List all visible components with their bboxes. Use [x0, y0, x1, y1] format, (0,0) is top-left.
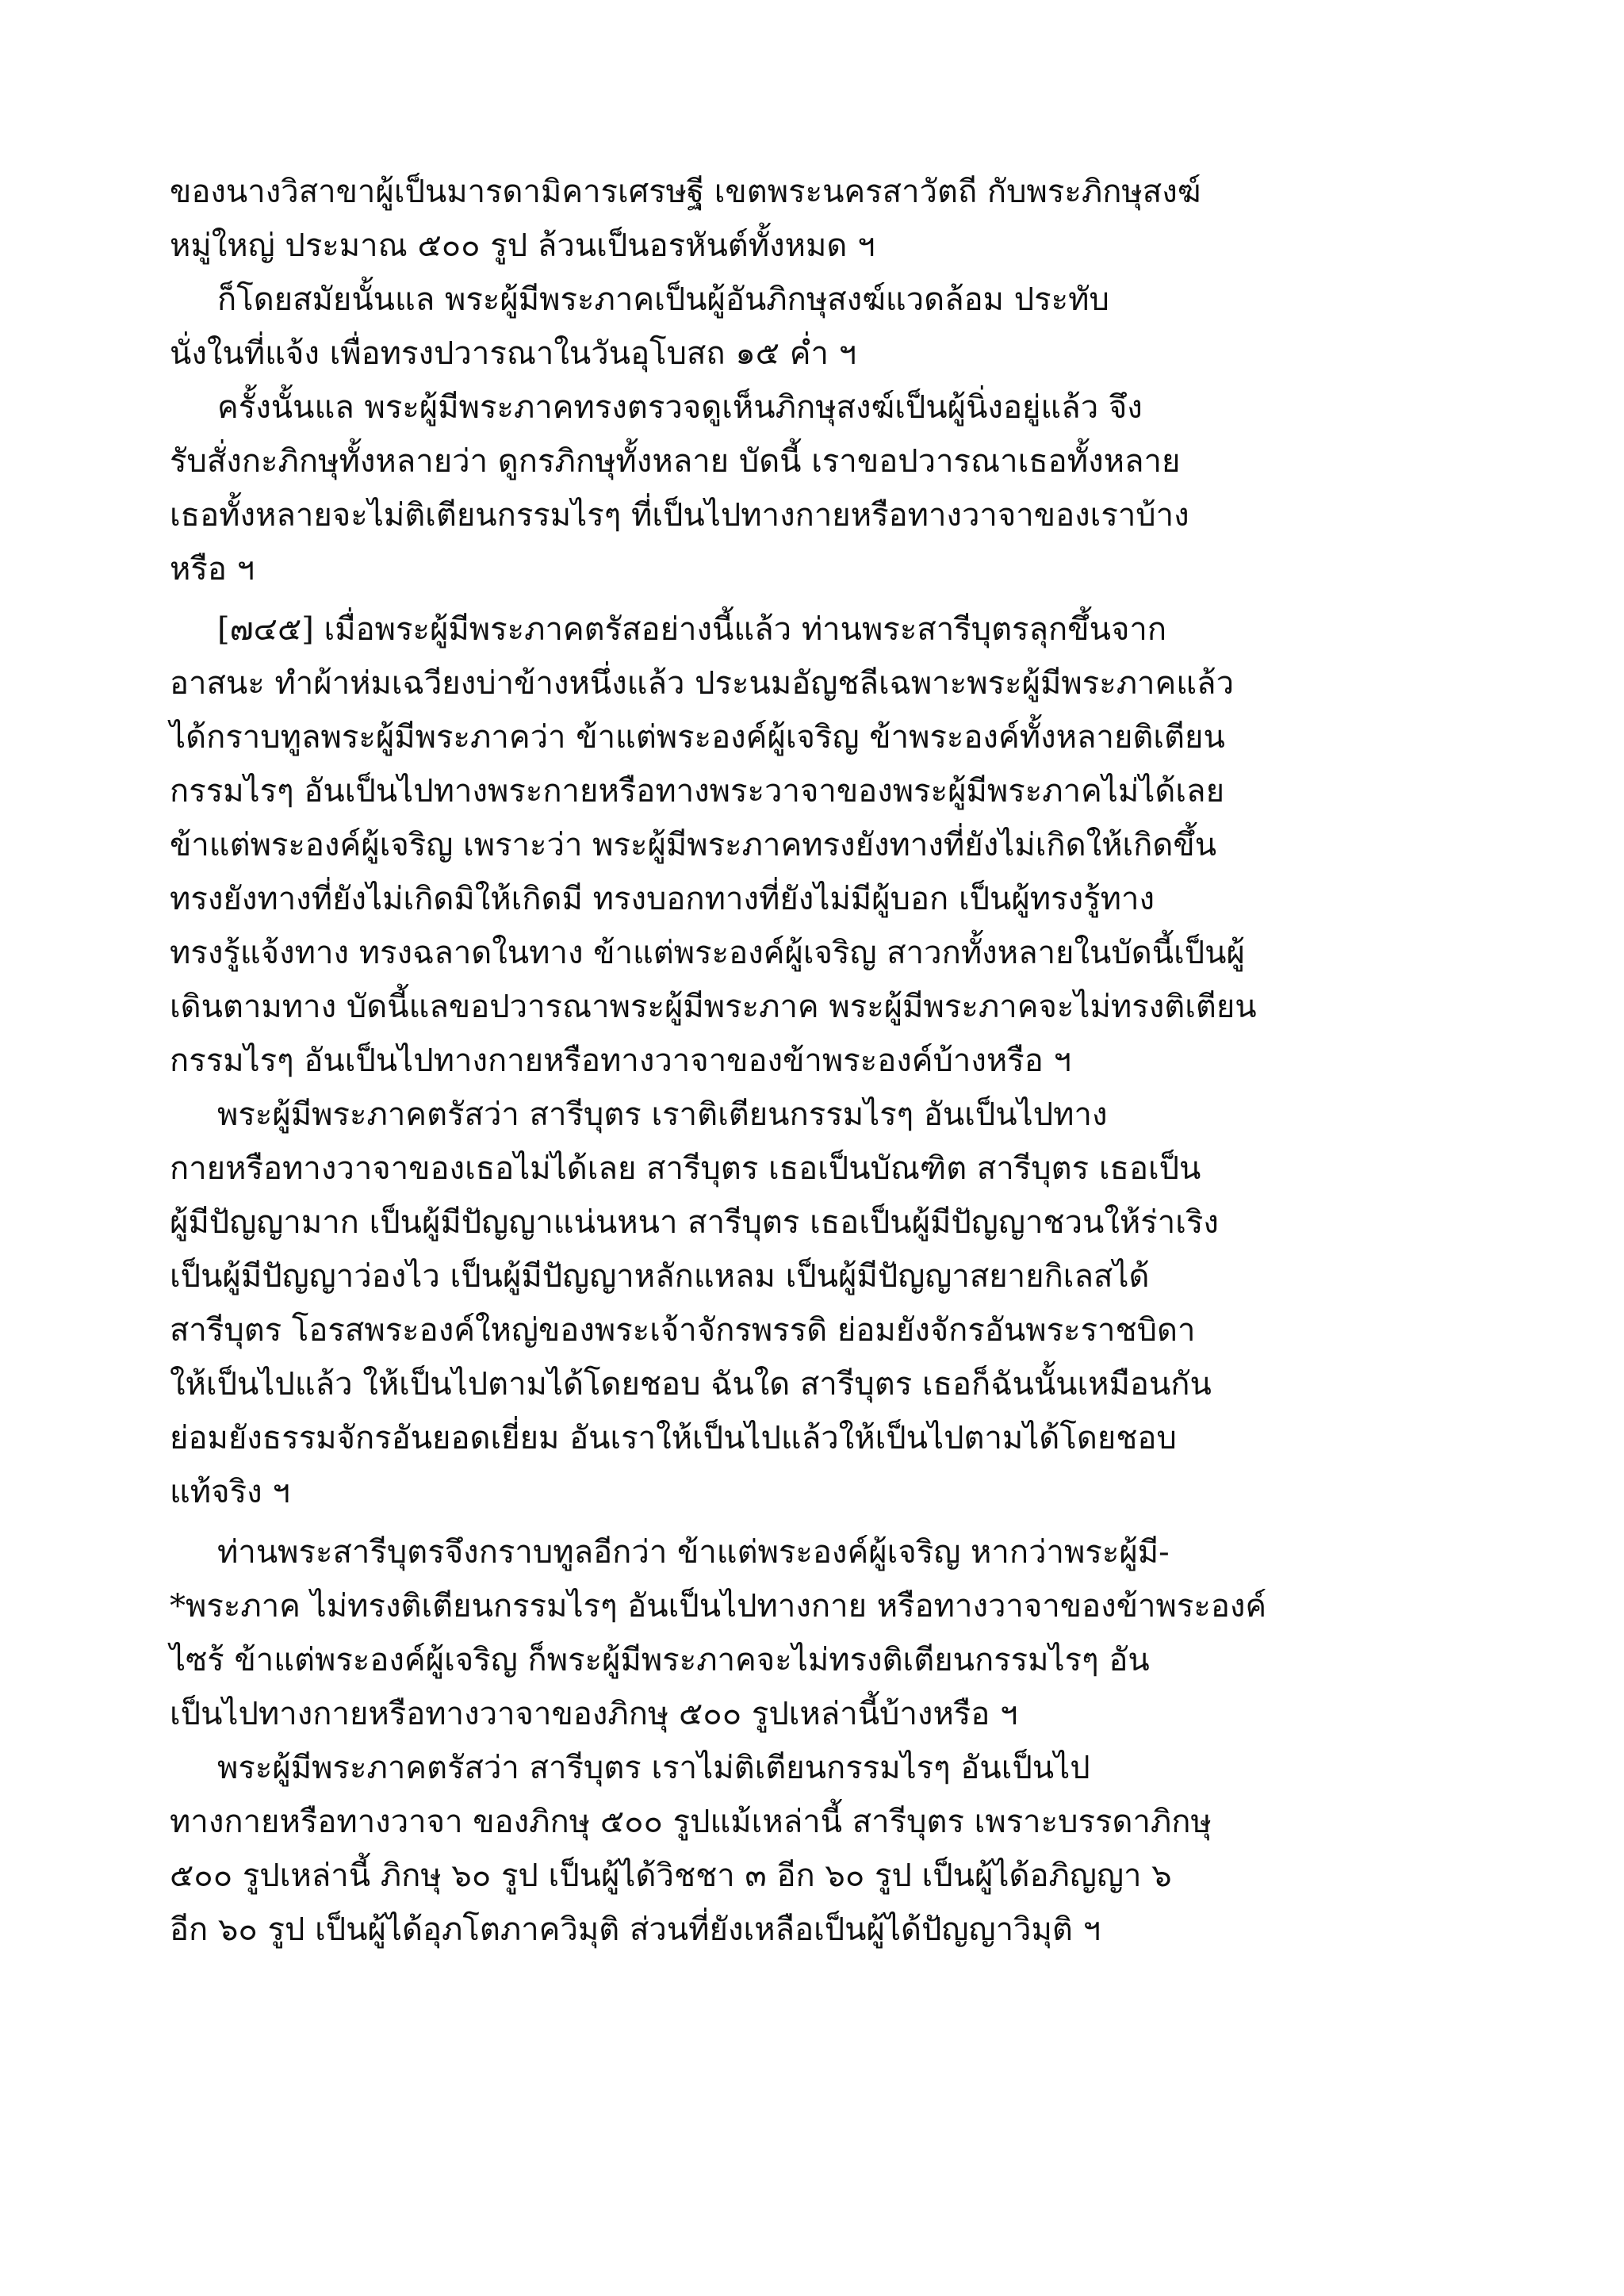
text-line: ย่อมยังธรรมจักรอันยอดเยี่ยม อันเราให้เป็นไปแล้วให้เป็นไปตามได้โดยชอบ — [170, 1420, 1177, 1456]
text-line: พระผู้มีพระภาคตรัสว่า สารีบุตร เราติเตียนกรรมไรๆ อันเป็นไปทาง — [217, 1096, 1108, 1133]
text-line: ทรงยังทางที่ยังไม่เกิดมิให้เกิดมี ทรงบอกทางที่ยังไม่มีผู้บอก เป็นผู้ทรงรู้ทาง — [170, 881, 1155, 917]
text-line: เป็นไปทางกายหรือทางวาจาของภิกษุ ๕๐๐ รูปเหล่านี้บ้างหรือ ฯ — [170, 1696, 1018, 1732]
text-line: เดินตามทาง บัดนี้แลขอปวารณาพระผู้มีพระภาค พระผู้มีพระภาคจะไม่ทรงติเตียน — [170, 989, 1257, 1025]
text-line: รับสั่งกะภิกษุทั้งหลายว่า ดูกรภิกษุทั้งหลาย บัดนี้ เราขอปวารณาเธอทั้งหลาย — [170, 443, 1181, 480]
text-line: อีก ๖๐ รูป เป็นผู้ได้อุภโตภาควิมุติ ส่วนที่ยังเหลือเป็นผู้ได้ปัญญาวิมุติ ฯ — [170, 1911, 1101, 1948]
text-line: ผู้มีปัญญามาก เป็นผู้มีปัญญาแน่นหนา สารีบุตร เธอเป็นผู้มีปัญญาชวนให้ร่าเริง — [170, 1204, 1219, 1241]
text-line: ไซร้ ข้าแต่พระองค์ผู้เจริญ ก็พระผู้มีพระภาคจะไม่ทรงติเตียนกรรมไรๆ อัน — [170, 1642, 1150, 1678]
text-line: ครั้งนั้นแล พระผู้มีพระภาคทรงตรวจดูเห็นภิกษุสงฆ์เป็นผู้นิ่งอยู่แล้ว จึง — [217, 389, 1143, 426]
text-line: ก็โดยสมัยนั้นแล พระผู้มีพระภาคเป็นผู้อันภิกษุสงฆ์แวดล้อม ประทับ — [217, 281, 1109, 318]
text-line: ข้าแต่พระองค์ผู้เจริญ เพราะว่า พระผู้มีพระภาคทรงยังทางที่ยังไม่เกิดให้เกิดขึ้น — [170, 827, 1217, 863]
text-line: อาสนะ ทำผ้าห่มเฉวียงบ่าข้างหนึ่งแล้ว ประนมอัญชลีเฉพาะพระผู้มีพระภาคแล้ว — [170, 665, 1235, 702]
text-line: นั่งในที่แจ้ง เพื่อทรงปวารณาในวันอุโบสถ ๑๕ ค่ำ ฯ — [170, 335, 857, 372]
text-line: ของนางวิสาขาผู้เป็นมารดามิคารเศรษฐี เขตพระนครสาวัตถี กับพระภิกษุสงฆ์ — [170, 174, 1201, 210]
text-line: ทางกายหรือทางวาจา ของภิกษุ ๕๐๐ รูปแม้เหล่านี้ สารีบุตร เพราะบรรดาภิกษุ — [170, 1804, 1212, 1840]
text-line: กรรมไรๆ อันเป็นไปทางกายหรือทางวาจาของข้าพระองค์บ้างหรือ ฯ — [170, 1043, 1071, 1079]
text-line: กรรมไรๆ อันเป็นไปทางพระกายหรือทางพระวาจาของพระผู้มีพระภาคไม่ได้เลย — [170, 773, 1224, 809]
text-line: ได้กราบทูลพระผู้มีพระภาคว่า ข้าแต่พระองค์ผู้เจริญ ข้าพระองค์ทั้งหลายติเตียน — [170, 719, 1225, 756]
text-line: ๕๐๐ รูปเหล่านี้ ภิกษุ ๖๐ รูป เป็นผู้ได้วิชชา ๓ อีก ๖๐ รูป เป็นผู้ได้อภิญญา ๖ — [170, 1858, 1172, 1894]
body-text — [170, 165, 1454, 1957]
text-line: เธอทั้งหลายจะไม่ติเตียนกรรมไรๆ ที่เป็นไปทางกายหรือทางวาจาของเราบ้าง — [170, 497, 1189, 534]
text-line: สารีบุตร โอรสพระองค์ใหญ่ของพระเจ้าจักรพรรดิ ย่อมยังจักรอันพระราชบิดา — [170, 1312, 1196, 1349]
text-line: กายหรือทางวาจาของเธอไม่ได้เลย สารีบุตร เธอเป็นบัณฑิต สารีบุตร เธอเป็น — [170, 1150, 1201, 1187]
text-line: *พระภาค ไม่ทรงติเตียนกรรมไรๆ อันเป็นไปทางกาย หรือทางวาจาของข้าพระองค์ — [170, 1588, 1267, 1624]
text-line: ทรงรู้แจ้งทาง ทรงฉลาดในทาง ข้าแต่พระองค์ผู้เจริญ สาวกทั้งหลายในบัดนี้เป็นผู้ — [170, 935, 1245, 971]
text-line: แท้จริง ฯ — [170, 1474, 290, 1510]
text-line: หรือ ฯ — [170, 551, 255, 587]
text-line: ให้เป็นไปแล้ว ให้เป็นไปตามได้โดยชอบ ฉันใด สารีบุตร เธอก็ฉันนั้นเหมือนกัน — [170, 1366, 1212, 1402]
text-line: พระผู้มีพระภาคตรัสว่า สารีบุตร เราไม่ติเตียนกรรมไรๆ อันเป็นไป — [217, 1750, 1090, 1786]
sutta-number-line: [๗๔๕] เมื่อพระผู้มีพระภาคตรัสอย่างนี้แล้ว ท่านพระสารีบุตรลุกขึ้นจาก — [217, 611, 1167, 648]
text-line: เป็นผู้มีปัญญาว่องไว เป็นผู้มีปัญญาหลักแหลม เป็นผู้มีปัญญาสยายกิเลสได้ — [170, 1258, 1150, 1295]
text-line: หมู่ใหญ่ ประมาณ ๕๐๐ รูป ล้วนเป็นอรหันต์ทั้งหมด ฯ — [170, 228, 875, 264]
text-line: ท่านพระสารีบุตรจึงกราบทูลอีกว่า ข้าแต่พระองค์ผู้เจริญ หากว่าพระผู้มี- — [217, 1534, 1170, 1571]
